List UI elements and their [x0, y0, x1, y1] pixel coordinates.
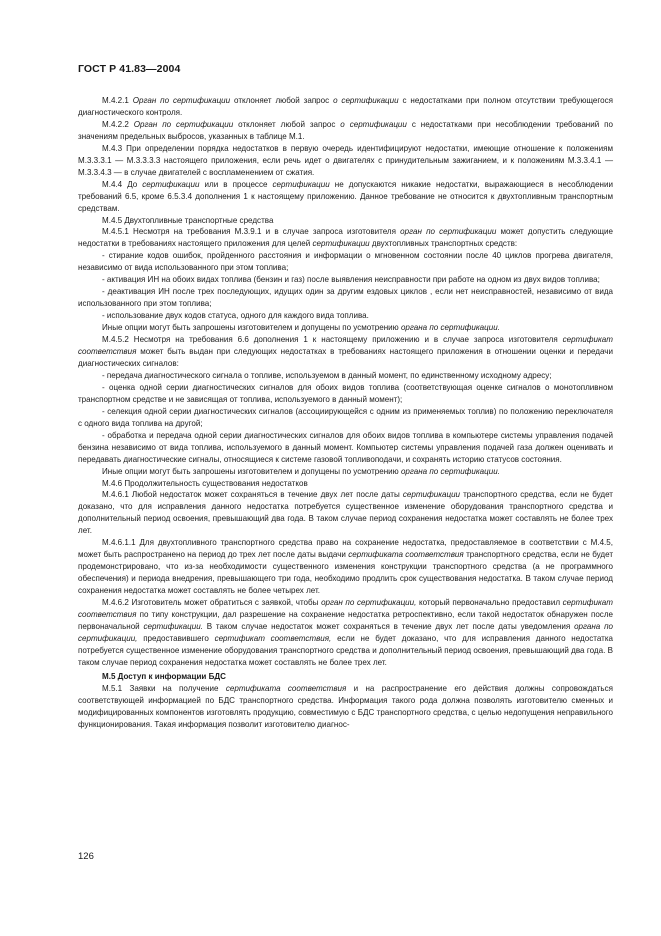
text-run: с недостатками при несоблюдении требований по значениям предельных выбросов, указанных в таблице М.1.: [78, 119, 613, 141]
italic-term: сертификат соответствия: [78, 335, 613, 357]
text-run: транспортного средства, если не будет доказано, что для исправления данного недостатка потребуется существенное изменение оборудования транспортного средства и дополнительный период освоения, превышающий два года. В таком случае период сохранения недостатка может составлять не более трех лет.: [78, 490, 613, 536]
italic-term: сертификации: [312, 239, 370, 249]
paragraph: [78, 683, 613, 731]
section-heading: [78, 671, 613, 683]
italic-term: орган по сертификации,: [321, 598, 417, 608]
paragraph: [78, 274, 613, 286]
text-run: М.4.2.2: [102, 119, 134, 129]
text-run: - селекция одной серии диагностических сигналов (ассоциирующейся с одним из применяемых топлив) по положению переключателя с одного вида топлива на другой;: [78, 406, 613, 428]
italic-term: сертификата соответствия: [225, 683, 347, 693]
paragraph: [78, 406, 613, 430]
text-run: - деактивация ИН после трех последующих, идущих один за другим ездовых циклов , если нет неисправностей, независимо от вида использованного при этом топлива;: [78, 287, 613, 309]
italic-term: о сертификации: [333, 96, 399, 105]
text-run: по типу конструкции, дал разрешение на сохранение недостатка ретроспективно, если такой недостаток обнаружен после первоначальной: [78, 609, 613, 631]
paragraph: [78, 322, 613, 334]
italic-term: сертификации.: [143, 621, 203, 631]
italic-term: сертификата соответствия: [348, 550, 464, 560]
paragraph: [78, 310, 613, 322]
document-header: ГОСТ Р 41.83—2004: [78, 63, 181, 75]
text-run: транспортного средства, если не будет продемонстрировано, что из-за необходимости существенного изменения конструкции транспортного средства (а не программного обеспечения) и периода внедрения, превышающего три года, необходимо продлить срок существования недостатка. В таком случае период сохранения недостатка может составлять не более четырех лет.: [78, 550, 614, 596]
text-run: может допустить следующие недостатки в требованиях настоящего приложения для целей: [78, 227, 613, 249]
text-run: В таком случае недостаток может сохраняться в течение двух лет после даты уведомления: [202, 621, 575, 631]
italic-term: сертификат соответствия: [78, 598, 613, 619]
paragraph: [78, 334, 613, 370]
text-run: который первоначально предоставил: [416, 598, 563, 608]
paragraph: [78, 250, 613, 274]
text-run: отклоняет любой запрос: [230, 96, 334, 105]
text-run: - оценка одной серии диагностических сигналов для обоих видов топлива (соответствующая оценке сигналов о монотопливном транспортном средстве и не зависящая от топлива, используемого в данный момент);: [78, 382, 613, 404]
text-run: или в процессе: [199, 179, 273, 189]
text-run: Иные опции могут быть запрошены изготовителем и допущены по усмотрению: [102, 323, 401, 333]
paragraph: [78, 143, 613, 179]
text-run: М.5 Доступ к информации БДС: [102, 671, 226, 681]
paragraph: [78, 466, 613, 478]
text-run: и на распространение его действия должны сопровождаться соответствующей информацией по БДС транспортного средства. Информация такого рода должна позволять изготовителю сменных и модифицированных компонентов изготовлять продукцию, совместимую с БДС транспортного средства, с целью недопущения неправильного функционирования. Такая информация позволит изготовителю диагнос-: [78, 683, 613, 729]
text-run: М.4.5.1 Несмотря на требования М.3.9.1 и в случае запроса изготовителя: [102, 227, 401, 237]
text-run: М.4.6.1 Любой недостаток может сохраняться в течение двух лет после даты: [102, 490, 403, 500]
text-run: - стирание кодов ошибок, пройденного расстояния и информации о мгновенном состоянии после 40 циклов прогрева двигателя, независимо от вида использованного при этом топлива;: [78, 251, 613, 273]
text-run: если не будет доказано, что для исправления данного недостатка потребуется существенное изменение оборудования транспортного средства и дополнительный период освоения, превышающий два года. В таком случае период сохранения недостатка может составлять не более трех лет.: [78, 633, 613, 667]
text-run: отклоняет любой запрос: [233, 119, 341, 129]
paragraph: [78, 382, 613, 406]
text-run: - обработка и передача одной серии диагностических сигналов для обоих видов топлива в компьютере системы управления подачей бензина независимо от вида топлива, используемого в данный момент. Компьютер системы управления подачей газа должен оценивать и передавать диагностические сигналы, относящиеся к системе газовой топливоподачи, и сохранять историю статусов состояния.: [78, 430, 613, 464]
paragraph: [78, 597, 613, 669]
italic-term: органа по сертификации.: [400, 466, 500, 476]
text-run: М.4.6 Продолжительность существования недостатков: [102, 478, 308, 488]
text-run: двухтопливных транспортных средств:: [369, 239, 518, 249]
text-run: М.4.6.2 Изготовитель может обратиться с заявкой, чтобы: [102, 598, 322, 608]
italic-term: сертификации: [142, 179, 200, 189]
text-run: М.5.1 Заявки на получение: [102, 683, 226, 693]
text-run: не допускаются никакие недостатки, выражающиеся в несоблюдении требований 6.5, кроме 6.5.3.4 дополнения 1 к настоящему приложению. Данное требование не относится к двухтопливным транспортным средствам.: [78, 179, 613, 213]
paragraph: [78, 370, 613, 382]
paragraph: [78, 286, 613, 310]
paragraph: [78, 95, 613, 119]
paragraph: [78, 215, 613, 227]
text-run: М.4.5.2 Несмотря на требования 6.6 дополнения 1 к настоящему приложению и в случае запроса изготовителя: [102, 335, 563, 345]
text-run: М.4.2.1: [102, 96, 133, 105]
text-run: М.4.5 Двухтопливные транспортные средства: [102, 215, 274, 225]
text-run: предоставившего: [137, 633, 215, 643]
italic-term: Орган по сертификации: [132, 96, 231, 105]
text-run: - использование двух кодов статуса, одного для каждого вида топлива.: [102, 311, 369, 321]
paragraph: [78, 119, 613, 143]
italic-term: органа по сертификации.: [400, 323, 500, 333]
text-run: с недостатками при полном отсутствии требующегося диагностического контроля.: [78, 96, 613, 117]
paragraph: [78, 489, 613, 537]
italic-term: сертификат соответствия,: [214, 633, 332, 643]
text-run: - передача диагностического сигнала о топливе, используемом в данный момент, по единственному исходному адресу;: [102, 370, 552, 380]
italic-term: сертификации: [272, 179, 330, 189]
italic-term: Орган по сертификации: [133, 119, 234, 129]
text-run: может быть выдан при следующих недостатках в требованиях настоящего приложения в отношении оценки и передачи диагностических сигналов:: [78, 347, 613, 368]
text-run: М.4.6.1.1 Для двухтопливного транспортного средства право на сохранение недостатка, предоставляемое в соответствии с М.4.5, может быть распространено на период до трех лет после даты выдачи: [78, 538, 613, 560]
paragraph: [78, 430, 613, 466]
italic-term: о сертификации: [340, 119, 407, 129]
text-run: Иные опции могут быть запрошены изготовителем и допущены по усмотрению: [102, 466, 401, 476]
paragraph: [78, 537, 613, 597]
paragraph: [78, 478, 613, 490]
page-number: 126: [78, 851, 94, 862]
text-run: М.4.4 До: [102, 179, 143, 189]
italic-term: орган по сертификации: [400, 227, 497, 237]
text-run: М.4.3 При определении порядка недостатков в первую очередь идентифицируют недостатки, имеющие отношение к положениям М.3.3.3.1 — М.3.3.3.3 настоящего приложения, если речь идет о двигателях с принудительным зажиганием, и к положениям М.3.3.4.1 — М.3.3.4.3 — в случае двигателей с воспламенением от сжатия.: [78, 143, 613, 177]
paragraph: [78, 179, 613, 215]
paragraph: [78, 226, 613, 250]
italic-term: органа по сертификации,: [78, 621, 613, 643]
text-run: - активация ИН на обоих видах топлива (бензин и газ) после выявления неисправности при работе на одном из двух видов топлива;: [102, 275, 600, 285]
document-body: [78, 95, 613, 731]
italic-term: сертификации: [402, 490, 461, 500]
